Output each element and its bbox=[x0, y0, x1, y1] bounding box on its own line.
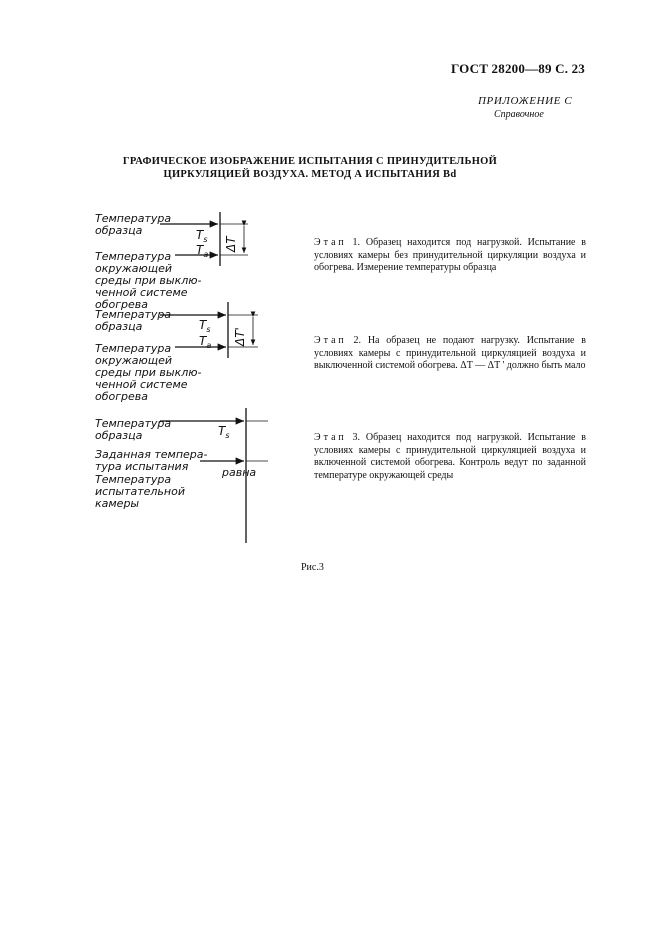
d3-set-label-2: тура испытания bbox=[95, 460, 189, 473]
d3-sample-label-2: образца bbox=[95, 429, 143, 442]
d3-set-label-4: испытательной bbox=[95, 485, 185, 498]
d3-sample-label-1: Температура bbox=[95, 417, 172, 430]
d1-ts-symbol: $T_s$ bbox=[196, 228, 208, 244]
appendix-title: ПРИЛОЖЕНИЕ С bbox=[478, 95, 573, 107]
d2-ambient-label-4: ченной системе bbox=[95, 378, 188, 391]
d2-ambient-label-5: обогрева bbox=[95, 390, 148, 403]
d2-ambient-label-2: окружающей bbox=[95, 354, 173, 367]
d1-delta-label: ΔT bbox=[224, 236, 238, 252]
d1-ambient-label-1: Температура bbox=[95, 250, 172, 263]
figure-title-line-1: ГРАФИЧЕСКОЕ ИЗОБРАЖЕНИЕ ИСПЫТАНИЯ С ПРИНУДИТЕЛЬНОЙ bbox=[122, 156, 498, 167]
d2-ambient-label-3: среды при выклю- bbox=[95, 366, 202, 379]
d3-equal-word: равна bbox=[222, 466, 257, 479]
d1-sample-label-1: Температура bbox=[95, 212, 172, 225]
d3-set-label-3: Температура bbox=[95, 473, 172, 486]
d2-ts-symbol: $T_s$ bbox=[199, 318, 211, 334]
d1-ambient-label-3: среды при выклю- bbox=[95, 274, 202, 287]
stage-1-label: Этап bbox=[314, 237, 347, 248]
figure-caption: Рис.3 bbox=[301, 562, 324, 573]
stage-2-label: Этап bbox=[314, 335, 347, 346]
d1-ambient-label-5: обогрева bbox=[95, 298, 148, 311]
diagram-stage-2 bbox=[95, 302, 258, 403]
stage-1-text bbox=[314, 237, 586, 275]
stage-1-body: 1. Образец находится под нагрузкой. Испытание в условиях камеры без принудительной циркуляции воздуха и обогрева. Измерение температуры образца bbox=[314, 237, 586, 273]
stage-2-body: 2. На образец не подают нагрузку. Испытание в условиях камеры с принудительной циркуляцией воздуха и выключенной системой обогрева. ΔT — ΔT ' должно быть мало bbox=[314, 335, 586, 371]
d1-sample-label-2: образца bbox=[95, 224, 143, 237]
d2-ta-symbol: $T_a$ bbox=[199, 334, 212, 350]
document-reference: ГОСТ 28200—89 С. 23 bbox=[451, 61, 585, 76]
d1-ambient-label-4: ченной системе bbox=[95, 286, 188, 299]
d3-ts-symbol: $T_s$ bbox=[218, 424, 230, 440]
d2-delta-label: ΔT' bbox=[233, 327, 247, 346]
d2-sample-label-1: Температура bbox=[95, 308, 172, 321]
d1-ta-symbol: $T_a$ bbox=[196, 243, 209, 259]
stage-3-body: 3. Образец находится под нагрузкой. Испытание в условиях камеры с принудительной циркуляцией воздуха и включенной системой обогрева. Контроль ведут по заданной температуре окружающей среды bbox=[314, 432, 586, 481]
d1-ambient-label-2: окружающей bbox=[95, 262, 173, 275]
stage-3-text bbox=[314, 432, 586, 482]
figure-title-line-2: ЦИРКУЛЯЦИЕЙ ВОЗДУХА. МЕТОД А ИСПЫТАНИЯ Bd bbox=[163, 169, 457, 180]
d3-set-label-5: камеры bbox=[95, 497, 140, 510]
d3-set-label-1: Заданная темпера- bbox=[95, 448, 208, 461]
stage-3-label: Этап bbox=[314, 432, 347, 443]
appendix-kind: Справочное bbox=[494, 109, 544, 120]
diagram-stage-3 bbox=[95, 408, 268, 543]
stage-2-text bbox=[314, 335, 586, 373]
d2-ambient-label-1: Температура bbox=[95, 342, 172, 355]
diagram-stage-1 bbox=[95, 212, 248, 311]
d2-sample-label-2: образца bbox=[95, 320, 143, 333]
